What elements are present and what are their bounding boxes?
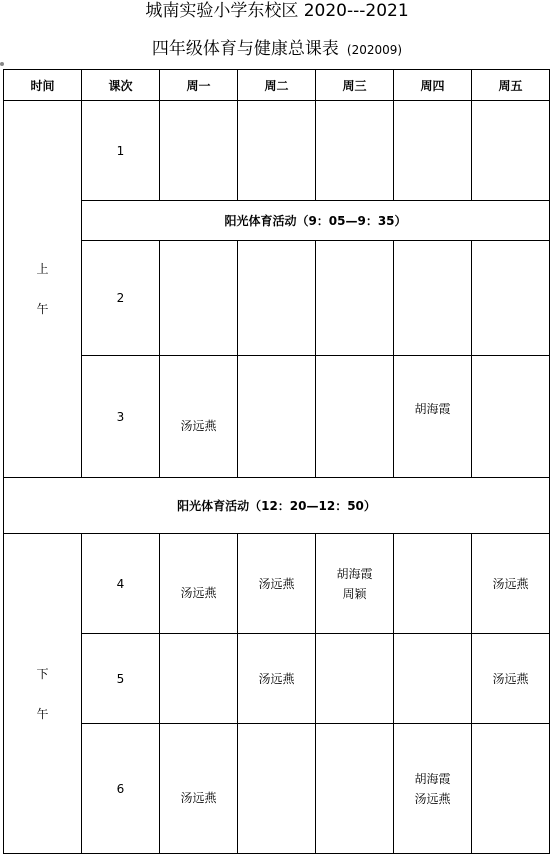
period-number: 3 xyxy=(82,356,160,478)
afternoon-label: 下 午 xyxy=(4,534,82,854)
schedule-cell: 汤远燕 xyxy=(160,356,238,478)
schedule-cell: 汤远燕 xyxy=(160,534,238,634)
schedule-cell xyxy=(238,101,316,201)
schedule-cell xyxy=(316,101,394,201)
schedule-cell: 胡海霞 xyxy=(394,356,472,478)
schedule-cell xyxy=(316,356,394,478)
column-header: 周一 xyxy=(160,70,238,101)
column-header: 周四 xyxy=(394,70,472,101)
table-row xyxy=(4,534,550,634)
table-row xyxy=(4,634,550,724)
schedule-cell xyxy=(160,241,238,356)
column-header: 周三 xyxy=(316,70,394,101)
schedule-title xyxy=(0,37,554,61)
schedule-cell: 汤远燕 xyxy=(472,534,550,634)
schedule-cell: 汤远燕 xyxy=(472,634,550,724)
column-header: 课次 xyxy=(82,70,160,101)
activity-row xyxy=(4,478,550,534)
column-header: 周五 xyxy=(472,70,550,101)
schedule-code: (202009) xyxy=(346,43,403,57)
period-number: 4 xyxy=(82,534,160,634)
schedule-cell xyxy=(316,241,394,356)
schedule-cell xyxy=(394,534,472,634)
school-year-title: 城南实验小学东校区 2020---2021 xyxy=(145,1,409,21)
table-row xyxy=(4,241,550,356)
margin-dot xyxy=(0,62,4,66)
schedule-cell xyxy=(238,356,316,478)
schedule-title-text: 四年级体育与健康总课表 xyxy=(151,39,339,59)
table-row xyxy=(4,101,550,201)
period-number: 5 xyxy=(82,634,160,724)
period-number: 1 xyxy=(82,101,160,201)
schedule-cell: 汤远燕 xyxy=(160,724,238,854)
morning-label: 上 午 xyxy=(4,101,82,478)
noon-activity-band: 阳光体育活动（12：20—12：50） xyxy=(4,478,550,534)
schedule-table xyxy=(3,69,550,854)
table-row xyxy=(4,356,550,478)
schedule-cell xyxy=(160,101,238,201)
schedule-cell: 汤远燕 xyxy=(238,534,316,634)
schedule-cell xyxy=(316,634,394,724)
schedule-cell xyxy=(472,356,550,478)
schedule-cell xyxy=(394,634,472,724)
morning-activity-band: 阳光体育活动（9：05—9：35） xyxy=(82,201,550,241)
schedule-cell xyxy=(160,634,238,724)
schedule-cell: 胡海霞 汤远燕 xyxy=(394,724,472,854)
column-header: 周二 xyxy=(238,70,316,101)
schedule-cell xyxy=(472,101,550,201)
schedule-cell: 胡海霞 周颖 xyxy=(316,534,394,634)
schedule-cell xyxy=(472,724,550,854)
period-number: 6 xyxy=(82,724,160,854)
schedule-cell xyxy=(316,724,394,854)
header-row xyxy=(4,70,550,101)
schedule-cell xyxy=(394,101,472,201)
schedule-cell: 汤远燕 xyxy=(238,634,316,724)
schedule-cell xyxy=(238,241,316,356)
schedule-cell xyxy=(238,724,316,854)
schedule-cell xyxy=(472,241,550,356)
activity-row xyxy=(4,201,550,241)
period-number: 2 xyxy=(82,241,160,356)
table-row xyxy=(4,724,550,854)
schedule-cell xyxy=(394,241,472,356)
column-header: 时间 xyxy=(4,70,82,101)
